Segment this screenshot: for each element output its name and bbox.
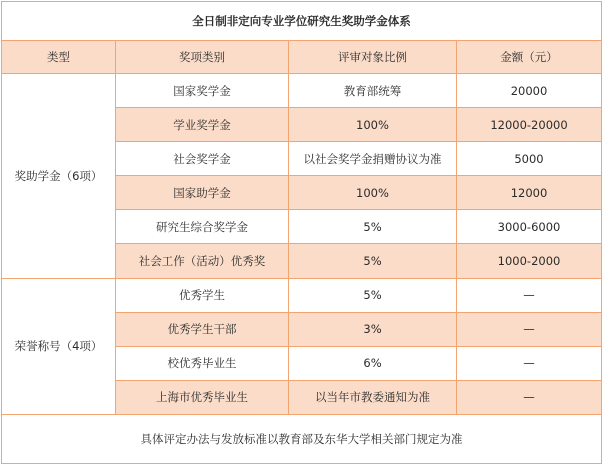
header-ratio: 评审对象比例 [289, 41, 457, 74]
award-ratio: 以当年市教委通知为准 [289, 380, 457, 414]
award-name: 社会工作（活动）优秀奖 [116, 244, 289, 278]
table-row [2, 278, 602, 312]
award-name: 校优秀毕业生 [116, 346, 289, 380]
award-ratio: 5% [289, 244, 457, 278]
header-row [2, 41, 602, 74]
award-name: 上海市优秀毕业生 [116, 380, 289, 414]
award-name: 学业奖学金 [116, 108, 289, 142]
award-amount: 3000-6000 [457, 210, 602, 244]
scholarship-table [1, 1, 602, 464]
award-name: 研究生综合奖学金 [116, 210, 289, 244]
footer-note: 具体评定办法与发放标准以教育部及东华大学相关部门规定为准 [2, 414, 602, 463]
award-amount: 12000-20000 [457, 108, 602, 142]
table-title: 全日制非定向专业学位研究生奖助学金体系 [2, 2, 602, 41]
category-scholarship: 奖助学金（6项） [2, 74, 116, 278]
header-award-category: 奖项类别 [116, 41, 289, 74]
award-amount: — [457, 312, 602, 346]
award-ratio: 以社会奖学金捐赠协议为准 [289, 142, 457, 176]
award-ratio: 100% [289, 176, 457, 210]
award-ratio: 100% [289, 108, 457, 142]
award-amount: 1000-2000 [457, 244, 602, 278]
award-ratio: 教育部统筹 [289, 74, 457, 108]
award-name: 优秀学生 [116, 278, 289, 312]
award-name: 优秀学生干部 [116, 312, 289, 346]
header-amount: 金额（元） [457, 41, 602, 74]
award-ratio: 5% [289, 210, 457, 244]
award-name: 社会奖学金 [116, 142, 289, 176]
award-name: 国家助学金 [116, 176, 289, 210]
award-ratio: 6% [289, 346, 457, 380]
category-honor: 荣誉称号（4项） [2, 278, 116, 414]
table-row [2, 74, 602, 108]
award-amount: — [457, 346, 602, 380]
award-amount: — [457, 380, 602, 414]
award-amount: — [457, 278, 602, 312]
header-type: 类型 [2, 41, 116, 74]
award-ratio: 3% [289, 312, 457, 346]
award-amount: 20000 [457, 74, 602, 108]
award-name: 国家奖学金 [116, 74, 289, 108]
award-amount: 5000 [457, 142, 602, 176]
award-amount: 12000 [457, 176, 602, 210]
award-ratio: 5% [289, 278, 457, 312]
